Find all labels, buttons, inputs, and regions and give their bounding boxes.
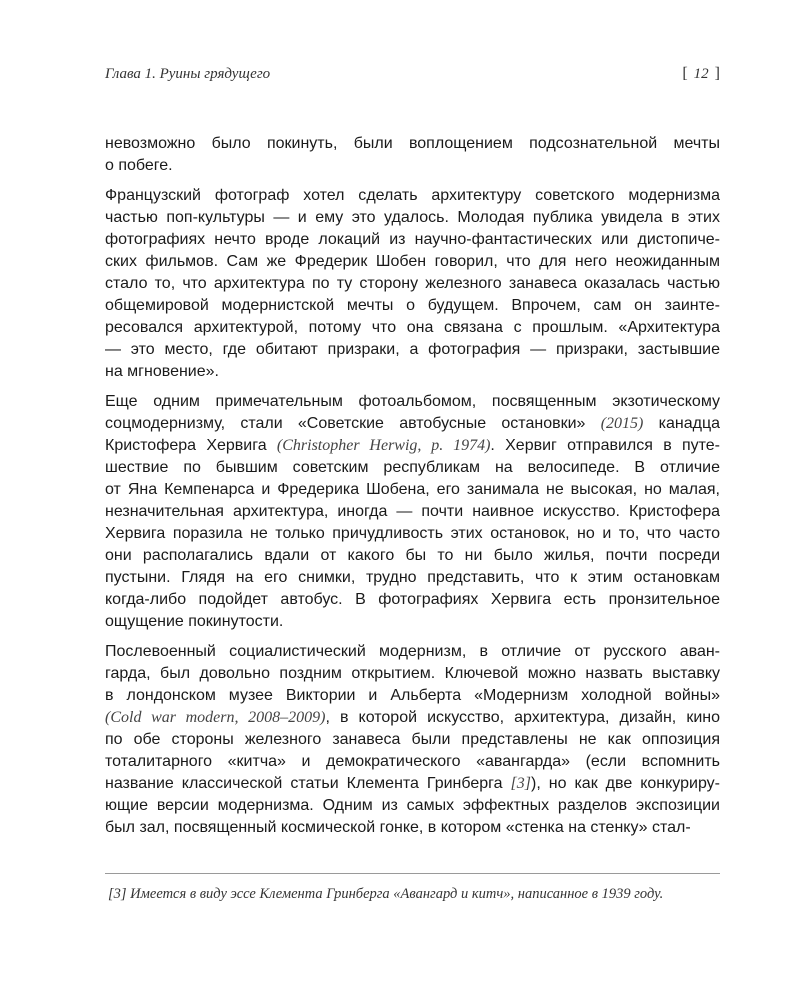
italic-citation: [3]	[510, 775, 531, 792]
text-line	[105, 589, 720, 611]
text-line	[105, 479, 720, 501]
text-line	[105, 295, 720, 317]
text-segment: ющие версии модернизма. Одним из самых эффектных разделов экспозиции	[105, 797, 720, 814]
text-line	[105, 339, 720, 361]
body-text	[105, 133, 720, 847]
italic-citation: (Christopher Herwig, p. 1974)	[276, 437, 491, 454]
text-line	[105, 317, 720, 339]
text-line	[105, 207, 720, 229]
text-segment: ), но как две конкуриру-	[530, 775, 720, 792]
text-segment: ресовался архитектурой, потому что она связана с прошлым. «Архитектура	[105, 319, 720, 336]
text-line	[105, 685, 720, 707]
text-line	[105, 817, 720, 839]
text-line	[105, 663, 720, 685]
chapter-title: Глава 1. Руины грядущего	[105, 66, 271, 82]
text-segment: Французский фотограф хотел сделать архитектуру советского модернизма	[105, 187, 720, 204]
paragraph	[105, 391, 720, 633]
page-bracket-open: [	[682, 65, 688, 82]
text-segment: Хервига поразила не только причудливость этих остановок, но и то, что часто	[105, 525, 720, 542]
text-segment: на мгновение».	[105, 363, 219, 380]
text-line	[105, 435, 720, 457]
text-segment: Послевоенный социалистический модернизм, в отличие от русского аван-	[105, 643, 720, 660]
text-line	[105, 251, 720, 273]
text-segment: название классической статьи Клемента Гринберга	[105, 775, 511, 792]
text-line	[105, 361, 720, 383]
text-segment: гарда, был довольно поздним открытием. Ключевой можно назвать выставку	[105, 665, 720, 682]
italic-citation: (2015)	[600, 415, 644, 432]
text-segment: тоталитарного «китча» и демократического «авангарда» (если вспомнить	[105, 753, 720, 770]
text-segment: незначительная архитектура, иногда — почти наивное искусство. Кристофера	[105, 503, 720, 520]
text-segment: ощущение покинутости.	[105, 613, 284, 630]
text-segment: — это место, где обитают призраки, а фотография — призраки, застывшие	[105, 341, 720, 358]
text-segment: они располагались вдали от какого бы то ни было жилья, почти посреди	[105, 547, 720, 564]
paragraph	[105, 185, 720, 383]
text-line	[105, 545, 720, 567]
text-line	[105, 707, 720, 729]
text-segment: о побеге.	[105, 157, 173, 174]
text-line	[105, 133, 720, 155]
text-line	[105, 523, 720, 545]
text-line	[105, 567, 720, 589]
text-segment: Кристофера Хервига	[105, 437, 277, 454]
text-segment: невозможно было покинуть, были воплощением подсознательной мечты	[105, 135, 720, 152]
page-bracket-close: ]	[714, 65, 720, 82]
running-header	[105, 66, 720, 90]
text-segment: пустыни. Глядя на его снимки, трудно представить, что к этим остановкам	[105, 569, 720, 586]
text-line	[105, 185, 720, 207]
italic-citation: (Cold war modern, 2008–2009)	[105, 709, 326, 726]
text-segment: от Яна Кемпенарса и Фредерика Шобена, его занимала не высокая, но малая,	[105, 481, 720, 498]
text-segment: был зал, посвященный космической гонке, в котором «стенка на стенку» стал-	[105, 819, 691, 836]
footnote: [3] Имеется в виду эссе Клемента Гринберга «Авангард и китч», написанное в 1939 году.	[108, 886, 664, 902]
footnote-divider	[105, 873, 720, 874]
text-segment: , в которой искусство, архитектура, дизайн, кино	[325, 709, 720, 726]
text-line	[105, 273, 720, 295]
text-line	[105, 155, 720, 177]
text-segment: когда-либо подойдет автобус. В фотографиях Хервига есть пронзительное	[105, 591, 720, 608]
paragraph	[105, 641, 720, 839]
text-line	[105, 457, 720, 479]
text-line	[105, 773, 720, 795]
text-segment: в лондонском музее Виктории и Альберта «Модернизм холодной войны»	[105, 687, 720, 704]
text-segment: Еще одним примечательным фотоальбомом, посвященным экзотическому	[105, 393, 720, 410]
text-segment: по обе стороны железного занавеса были представлены не как оппозиция	[105, 731, 720, 748]
text-segment: частью поп-культуры — и ему это удалось. Молодая публика увидела в этих	[105, 209, 720, 226]
text-segment: фотографиях нечто вроде локаций из научно-фантастических или дистопиче-	[105, 231, 720, 248]
page-number: 12	[693, 66, 709, 82]
text-line	[105, 611, 720, 633]
paragraph	[105, 133, 720, 177]
text-line	[105, 501, 720, 523]
text-line	[105, 391, 720, 413]
text-segment: канадца	[643, 415, 720, 432]
page-number-block	[682, 65, 720, 83]
text-line	[105, 795, 720, 817]
text-segment: . Хервиг отправился в путе-	[490, 437, 720, 454]
text-segment: ских фильмов. Сам же Фредерик Шобен говорил, что для него неожиданным	[105, 253, 720, 270]
text-segment: шествие по бывшим советским республикам на велосипеде. В отличие	[105, 459, 720, 476]
text-line	[105, 751, 720, 773]
text-line	[105, 413, 720, 435]
text-segment: общемировой модернистской мечты о будущем. Впрочем, сам он заинте-	[105, 297, 720, 314]
text-segment: стало то, что архитектура по ту сторону железного занавеса оказалась частью	[105, 275, 720, 292]
text-line	[105, 641, 720, 663]
text-line	[105, 729, 720, 751]
text-line	[105, 229, 720, 251]
text-segment: соцмодернизму, стали «Советские автобусные остановки»	[105, 415, 601, 432]
